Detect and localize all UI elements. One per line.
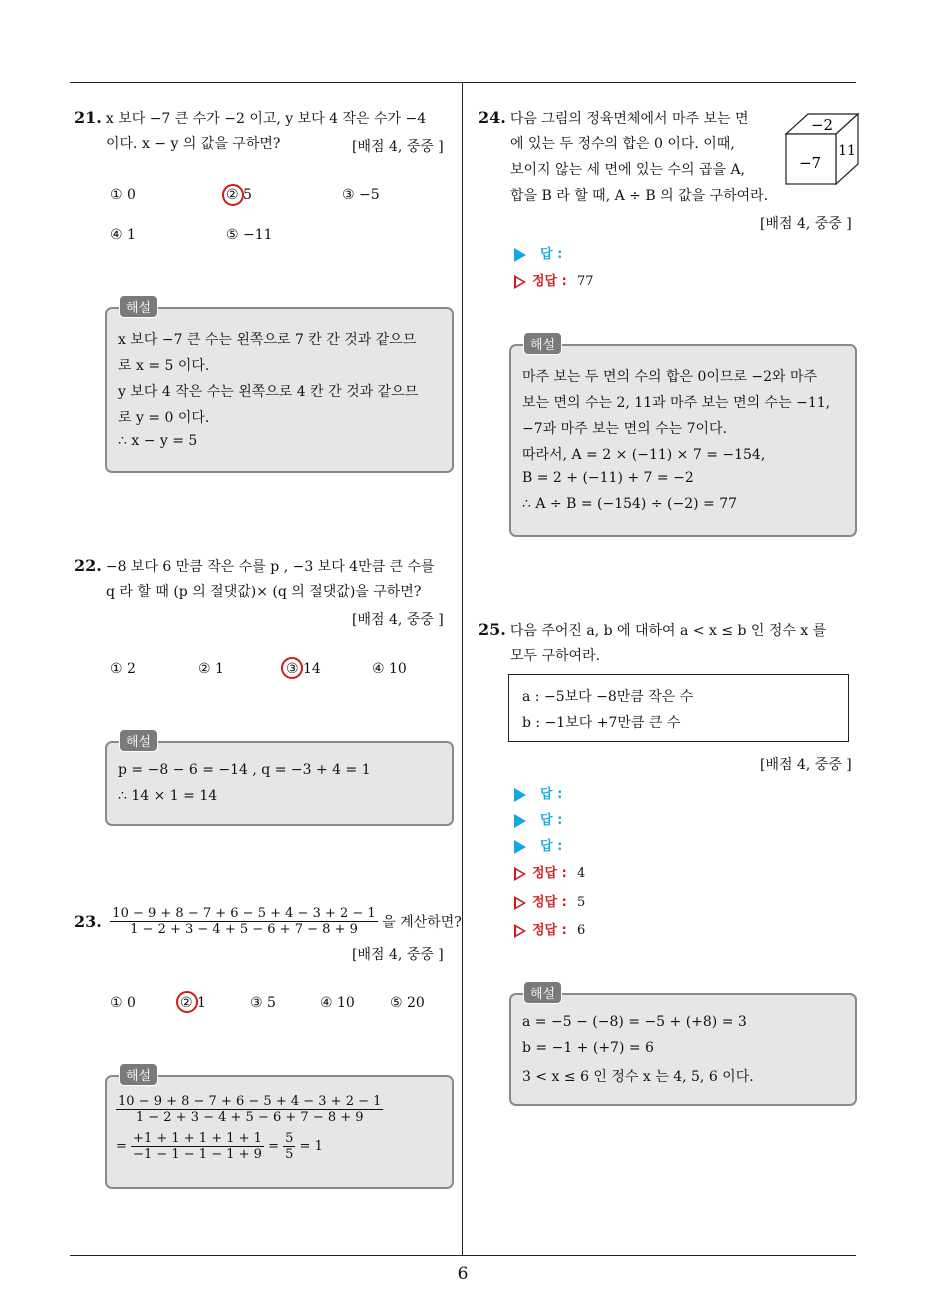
- q25-score: [배점 4, 중중 ]: [760, 757, 852, 773]
- q24-score: [배점 4, 중중 ]: [760, 216, 852, 232]
- q21-selected-mark: [222, 184, 244, 206]
- q24-answer-row: 답 :: [514, 243, 562, 262]
- q23-option-5[interactable]: ⑤ 20: [390, 995, 425, 1011]
- cube-top-number: −2: [810, 116, 834, 134]
- q21-solution-line: y 보다 4 작은 수는 왼쪽으로 4 칸 간 것과 같으므: [118, 384, 419, 400]
- q22-line1: 22. −8 보다 6 만큼 작은 수를 p , −3 보다 4만큼 큰 수를: [74, 556, 435, 575]
- q24-solution-line: B = 2 + (−11) + 7 = −2: [522, 470, 694, 486]
- q21-option-5[interactable]: ⑤ −11: [226, 227, 273, 243]
- q21-solution-line: 로 x = 5 이다.: [118, 358, 210, 374]
- q25-line2: 모두 구하여라.: [510, 648, 601, 664]
- q25-answer-row-3: 답 :: [514, 835, 562, 854]
- q21-option-2[interactable]: ② 5: [226, 187, 252, 203]
- q24-solution-line: 보는 면의 수는 2, 11과 마주 보는 면의 수는 −11,: [522, 395, 831, 411]
- q23-solution-tag: 해설: [119, 1063, 158, 1086]
- cube-side-number: 11: [838, 143, 856, 159]
- q23-option-1[interactable]: ① 0: [110, 995, 136, 1011]
- q23-option-2[interactable]: ② 1: [180, 995, 206, 1011]
- answer-arrow-icon: [514, 788, 526, 802]
- q25-condition-a: a : −5보다 −8만큼 작은 수: [522, 689, 694, 705]
- q23-solution-frac2: = $\frac{+1 + 1 + 1 + 1 + 1}{-1 - 1 - 1 - 1 + 9}$ = $\frac{5}{5}$ = 1: [116, 1131, 323, 1162]
- q22-solution-box: [105, 741, 454, 826]
- q23-question: 23. $\frac{10 - 9 + 8 - 7 + 6 - 5 + 4 - 3 + 2 - 1}{1 - 2 + 3 - 4 + 5 - 6 + 7 - 8 + 9}$ 을 계산하면?: [74, 906, 462, 937]
- q21-option-3[interactable]: ③ −5: [342, 187, 380, 203]
- q25-line1: 25. 다음 주어진 a, b 에 대하여 a < x ≤ b 인 정수 x 를: [478, 620, 827, 639]
- q25-condition-b: b : −1보다 +7만큼 큰 수: [522, 715, 681, 731]
- q22-line2: q 라 할 때 (p 의 절댓값)× (q 의 절댓값)을 구하면?: [106, 584, 422, 600]
- q23-option-4[interactable]: ④ 10: [320, 995, 355, 1011]
- q24-solution-line: 마주 보는 두 면의 수의 합은 0이므로 −2와 마주: [522, 369, 818, 385]
- column-divider: [462, 82, 463, 1256]
- q23-selected-mark: [176, 991, 198, 1013]
- q25-answer-row-1: 답 :: [514, 783, 562, 802]
- correct-arrow-icon: [514, 924, 526, 938]
- q21-option-4[interactable]: ④ 1: [110, 227, 136, 243]
- correct-arrow-icon: [514, 867, 526, 881]
- q23-fraction: $\frac{10 - 9 + 8 - 7 + 6 - 5 + 4 - 3 + 2 - 1}{1 - 2 + 3 - 4 + 5 - 6 + 7 - 8 + 9}$: [112, 906, 376, 937]
- q21-option-1[interactable]: ① 0: [110, 187, 136, 203]
- q21-solution-line: ∴ x − y = 5: [118, 433, 198, 449]
- q22-selected-mark: [281, 657, 303, 679]
- correct-arrow-icon: [514, 275, 526, 289]
- q25-correct-row-2: 정답 : 5: [514, 891, 585, 910]
- q22-option-3[interactable]: ③ 14: [286, 661, 321, 677]
- q25-solution-line: 3 < x ≤ 6 인 정수 x 는 4, 5, 6 이다.: [522, 1069, 754, 1085]
- q21-solution-line: x 보다 −7 큰 수는 왼쪽으로 7 칸 간 것과 같으므: [118, 332, 417, 348]
- q22-option-4[interactable]: ④ 10: [372, 661, 407, 677]
- cube-front-number: −7: [798, 154, 822, 172]
- q23-score: [배점 4, 중중 ]: [352, 947, 444, 963]
- q23-option-3[interactable]: ③ 5: [250, 995, 276, 1011]
- q25-correct-row-3: 정답 : 6: [514, 919, 585, 938]
- q25-solution-line: b = −1 + (+7) = 6: [522, 1040, 654, 1056]
- q25-answer-row-2: 답 :: [514, 809, 562, 828]
- q24-solution-tag: 해설: [523, 332, 562, 355]
- q22-score: [배점 4, 중중 ]: [352, 612, 444, 628]
- q24-line1: 24. 다음 그림의 정육면체에서 마주 보는 면: [478, 108, 749, 127]
- q24-line2: 에 있는 두 정수의 합은 0 이다. 이때,: [510, 136, 735, 152]
- page-number: 6: [457, 1264, 469, 1284]
- q24-solution-line: 따라서, A = 2 × (−11) × 7 = −154,: [522, 447, 766, 463]
- answer-arrow-icon: [514, 814, 526, 828]
- q25-solution-line: a = −5 − (−8) = −5 + (+8) = 3: [522, 1014, 747, 1030]
- top-rule: [70, 82, 856, 83]
- answer-arrow-icon: [514, 840, 526, 854]
- q25-correct-row-1: 정답 : 4: [514, 862, 585, 881]
- q24-correct-row: 정답 : 77: [514, 270, 594, 289]
- q23-solution-frac1: $\frac{10 - 9 + 8 - 7 + 6 - 5 + 4 - 3 + 2 - 1}{1 - 2 + 3 - 4 + 5 - 6 + 7 - 8 + 9}$: [118, 1094, 382, 1125]
- answer-arrow-icon: [514, 248, 526, 262]
- q24-line3: 보이지 않는 세 면에 있는 수의 곱을 A,: [510, 162, 746, 178]
- q22-solution-line: p = −8 − 6 = −14 , q = −3 + 4 = 1: [118, 762, 371, 778]
- q22-solution-line: ∴ 14 × 1 = 14: [118, 788, 218, 804]
- q24-line4: 합을 B 라 할 때, A ÷ B 의 값을 구하여라.: [510, 188, 769, 204]
- q21-solution-tag: 해설: [119, 295, 158, 318]
- q25-solution-tag: 해설: [523, 981, 562, 1004]
- q24-solution-line: ∴ A ÷ B = (−154) ÷ (−2) = 77: [522, 496, 738, 512]
- q21-line2: 이다. x − y 의 값을 구하면?: [106, 136, 281, 152]
- q22-solution-tag: 해설: [119, 729, 158, 752]
- cube-figure: [782, 110, 862, 192]
- q21-solution-line: 로 y = 0 이다.: [118, 410, 210, 426]
- q22-option-2[interactable]: ② 1: [198, 661, 224, 677]
- q21-line1: 21. x 보다 −7 큰 수가 −2 이고, y 보다 4 작은 수가 −4: [74, 108, 427, 127]
- bottom-rule: [70, 1255, 856, 1256]
- q24-solution-line: −7과 마주 보는 면의 수는 7이다.: [522, 421, 728, 437]
- q21-score: [배점 4, 중중 ]: [352, 139, 444, 155]
- correct-arrow-icon: [514, 896, 526, 910]
- q22-option-1[interactable]: ① 2: [110, 661, 136, 677]
